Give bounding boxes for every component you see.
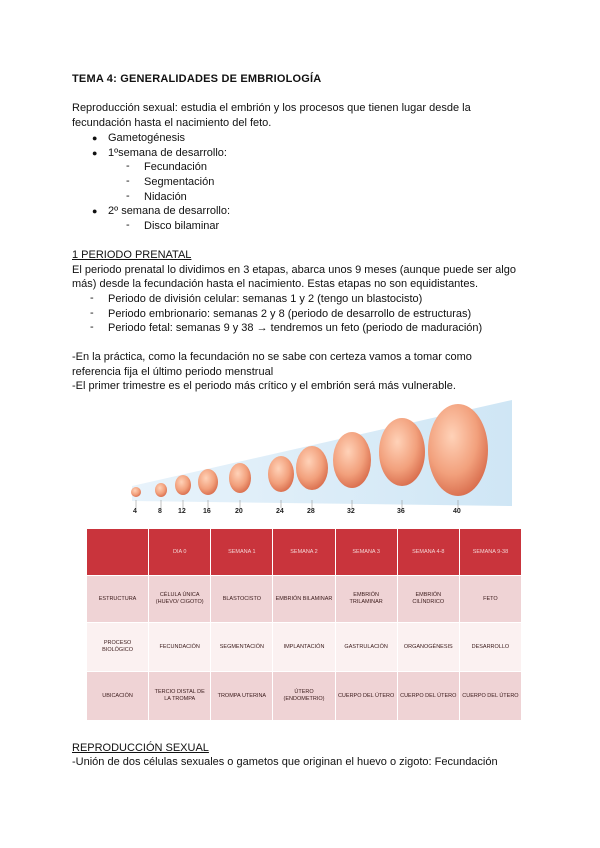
table-row-label: UBICACIÓN xyxy=(87,672,149,721)
period-item: Periodo embrionario: semanas 2 y 8 (periodo de desarrollo de estructuras) xyxy=(108,308,472,320)
fetus-icon xyxy=(428,404,488,496)
week-label: 24 xyxy=(276,508,284,515)
table-cell: EMBRIÓN TRILAMINAR xyxy=(335,576,397,623)
practice-note-line: referencia fija el último periodo menstrual xyxy=(72,366,274,378)
fetus-icon xyxy=(379,418,425,486)
outline-week2-item: Disco bilaminar xyxy=(144,220,220,232)
table-cell: ORGANOGÉNESIS xyxy=(397,623,459,672)
table-header-cell: SEMANA 1 xyxy=(211,529,273,576)
fetus-icon xyxy=(333,432,371,488)
fetus-icon xyxy=(155,483,167,497)
page-title: TEMA 4: GENERALIDADES DE EMBRIOLOGÍA xyxy=(72,73,322,85)
table-row xyxy=(87,623,522,672)
table-header-cell: DIA 0 xyxy=(149,529,211,576)
table-cell: BLASTOCISTO xyxy=(211,576,273,623)
outline-week1-item: Segmentación xyxy=(144,176,215,188)
table-cell: CUERPO DEL ÚTERO xyxy=(335,672,397,721)
period-item: Periodo de división celular: semanas 1 y 2 (tengo un blastocisto) xyxy=(108,293,423,305)
table-corner-cell xyxy=(87,529,149,576)
section-heading-reproduction: REPRODUCCIÓN SEXUAL xyxy=(72,742,209,754)
table-cell: EMBRIÓN BILAMINAR xyxy=(273,576,335,623)
table-cell: SEGMENTACIÓN xyxy=(211,623,273,672)
table-header-cell: SEMANA 2 xyxy=(273,529,335,576)
fetus-icon xyxy=(175,475,191,495)
outline-week1-item: Fecundación xyxy=(144,161,207,173)
intro-line-1: Reproducción sexual: estudia el embrión y los procesos que tienen lugar desde la xyxy=(72,102,471,114)
week-label: 28 xyxy=(307,508,315,515)
week-label: 32 xyxy=(347,508,355,515)
table-cell: ÚTERO (ENDOMETRIO) xyxy=(273,672,335,721)
week-label: 16 xyxy=(203,508,211,515)
week-label: 8 xyxy=(158,508,162,515)
table-header-cell: SEMANA 4-8 xyxy=(397,529,459,576)
table-cell: EMBRIÓN CILÍNDRICO xyxy=(397,576,459,623)
fetus-icon xyxy=(229,463,251,493)
table-cell: GASTRULACIÓN xyxy=(335,623,397,672)
outline-week1-item: Nidación xyxy=(144,191,187,203)
week-label: 12 xyxy=(178,508,186,515)
section1-paragraph-line: El periodo prenatal lo dividimos en 3 etapas, abarca unos 9 meses (aunque puede ser algo xyxy=(72,264,516,276)
dash-marker: - xyxy=(126,219,130,231)
fetus-icon xyxy=(198,469,218,495)
fetus-icon xyxy=(268,456,294,492)
table-cell: CUERPO DEL ÚTERO xyxy=(459,672,521,721)
table-row-label: PROCESO BIOLÓGICO xyxy=(87,623,149,672)
table-row-label: ESTRUCTURA xyxy=(87,576,149,623)
week-label: 40 xyxy=(453,508,461,515)
week-label: 4 xyxy=(133,508,137,515)
table-cell: FECUNDACIÓN xyxy=(149,623,211,672)
table-row xyxy=(87,672,522,721)
table-cell: TERCIO DISTAL DE LA TROMPA xyxy=(149,672,211,721)
bullet-dot: ● xyxy=(92,206,98,216)
fetus-icon xyxy=(296,446,328,490)
table-cell: DESARROLLO xyxy=(459,623,521,672)
dash-marker: - xyxy=(126,190,130,202)
table-row xyxy=(87,576,522,623)
section-heading-prenatal: 1 PERIODO PRENATAL xyxy=(72,249,192,261)
dash-marker: - xyxy=(126,160,130,172)
section2-paragraph: -Unión de dos células sexuales o gametos que originan el huevo o zigoto: Fecundación xyxy=(72,756,498,768)
table-cell: IMPLANTACIÓN xyxy=(273,623,335,672)
outline-week2: 2º semana de desarrollo: xyxy=(108,205,231,217)
table-header-cell: SEMANA 9-38 xyxy=(459,529,521,576)
table-cell: CÉLULA ÚNICA (HUEVO/ CIGOTO) xyxy=(149,576,211,623)
fetal-growth-illustration xyxy=(72,396,530,521)
trimester-note: -El primer trimestre es el periodo más crítico y el embrión será más vulnerable. xyxy=(72,380,456,392)
table-cell: CUERPO DEL ÚTERO xyxy=(397,672,459,721)
week-label: 20 xyxy=(235,508,243,515)
outline-week1: 1ºsemana de desarrollo: xyxy=(108,147,227,159)
table-header-cell: SEMANA 3 xyxy=(335,529,397,576)
table-cell: FETO xyxy=(459,576,521,623)
dash-marker: - xyxy=(90,307,94,319)
dash-marker: - xyxy=(126,175,130,187)
fetus-icon xyxy=(131,487,141,497)
period-item: Periodo fetal: semanas 9 y 38 → tendremos un feto (periodo de maduración) xyxy=(108,322,483,334)
week-label: 36 xyxy=(397,508,405,515)
outline-gametogenesis: Gametogénesis xyxy=(108,132,186,144)
dash-marker: - xyxy=(90,292,94,304)
section1-paragraph-line: más) desde la fecundación hasta el nacimiento. Estas etapas no son equidistantes. xyxy=(72,278,479,290)
intro-line-2: fecundación hasta el nacimiento del feto. xyxy=(72,117,272,129)
dash-marker: - xyxy=(90,321,94,333)
practice-note-line: -En la práctica, como la fecundación no se sabe con certeza vamos a tomar como xyxy=(72,351,472,363)
embryo-development-figure xyxy=(72,396,530,726)
table-cell: TROMPA UTERINA xyxy=(211,672,273,721)
embryology-table xyxy=(86,528,522,721)
bullet-dot: ● xyxy=(92,148,98,158)
bullet-dot: ● xyxy=(92,133,98,143)
table-header-row xyxy=(87,529,522,576)
